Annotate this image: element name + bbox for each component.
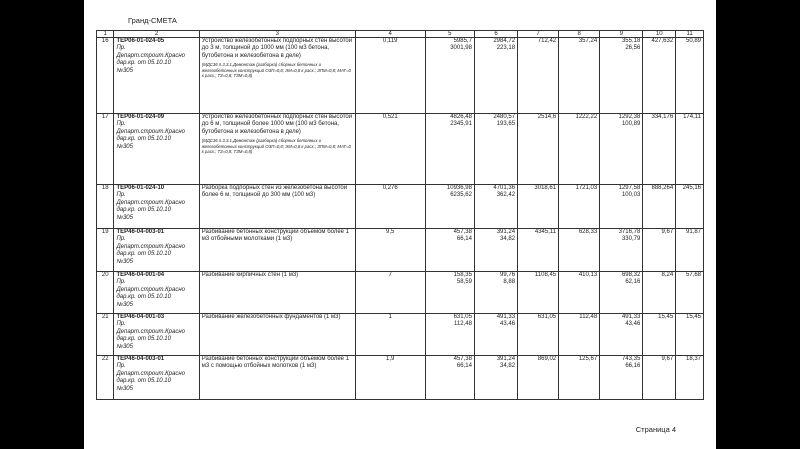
source-line: Департ.строит.Красно: [116, 286, 185, 293]
source-line: №305: [116, 258, 133, 265]
row-number: 18: [97, 185, 114, 229]
wage-cost: 1721,03: [559, 185, 600, 229]
quantity: 1: [355, 314, 425, 356]
c6-lower: 43,46: [500, 321, 516, 328]
source-line: Пр.: [116, 279, 126, 286]
machine-total-cell: [600, 185, 643, 229]
col-header: 1: [97, 31, 114, 38]
unit-cost-cell: [425, 38, 474, 114]
unit-cost-cell: [425, 356, 474, 400]
work-description: Разбивание железобетонных фундаментов (1 м3): [201, 314, 341, 320]
labor-total: 18,37: [676, 356, 704, 400]
wage-cost: 357,24: [559, 38, 600, 114]
app-title: Гранд-СМЕТА: [128, 16, 177, 25]
col-header: 4: [355, 31, 425, 38]
c5-upper: 4826,48: [450, 114, 472, 120]
unit-cost-cell: [425, 229, 474, 272]
row-number: 19: [97, 229, 114, 272]
labor-total: 57,68: [676, 272, 704, 314]
c5-lower: 66,14: [456, 363, 472, 370]
total-cost: 1108,45: [518, 272, 559, 314]
quantity: 0,276: [355, 185, 425, 229]
c5-lower: 66,14: [456, 236, 472, 243]
table-row: [97, 229, 704, 272]
work-description-cell: [199, 229, 355, 272]
total-cost: 869,02: [518, 356, 559, 400]
resource-cell: [114, 229, 199, 272]
machine-cost-cell: [474, 114, 517, 185]
work-description-cell: [199, 314, 355, 356]
labor-unit: 334,176: [643, 114, 676, 185]
c9-upper: 743,35: [621, 356, 641, 362]
c5-lower: 3001,98: [450, 45, 472, 52]
quantity: 9,5: [355, 229, 425, 272]
machine-total-cell: [600, 356, 643, 400]
col-header: 11: [676, 31, 704, 38]
page-number: Страница 4: [635, 425, 676, 434]
resource-cell: [114, 272, 199, 314]
work-description-cell: [199, 38, 355, 114]
c5-upper: 631,05: [453, 314, 472, 320]
source-line: Пр.: [116, 121, 126, 128]
resource-code: ТЕР06-01-024-05: [116, 38, 165, 44]
c9-upper: 1297,58: [618, 185, 641, 191]
c9-upper: 698,32: [621, 272, 641, 278]
c5-upper: 457,38: [453, 229, 472, 235]
c9-upper: 1292,38: [618, 114, 641, 120]
labor-total: 15,45: [676, 314, 704, 356]
machine-cost-cell: [474, 314, 517, 356]
source-line: Департ.строит.Красно: [116, 328, 185, 335]
total-cost: 712,42: [518, 38, 559, 114]
c5-lower: 6235,62: [450, 192, 472, 199]
machine-total-cell: [600, 38, 643, 114]
machine-cost-cell: [474, 272, 517, 314]
coefficient-note: (МДС36 п.3.3.1.Демонтаж (разборка) сборных бетонных и железобетонных конструкций ОЗП=0,8; ЭМ=0,8 к расх.; ЗПМ=0,8; МАТ=0 к расх.; ТЗ=0,8; ТЗМ=0,8): [201, 138, 351, 155]
labor-unit: 9,67: [643, 356, 676, 400]
resource-cell: [114, 356, 199, 400]
resource-cell: [114, 185, 199, 229]
machine-total-cell: [600, 314, 643, 356]
source-line: дар.кр. от 05.10.10: [116, 136, 171, 143]
table-row: [97, 38, 704, 114]
c9-lower: 43,46: [625, 321, 641, 328]
source-line: №305: [116, 67, 133, 74]
work-description-cell: [199, 272, 355, 314]
work-description: Разбивание кирпичных стен (1 м3): [201, 272, 299, 278]
source-line: Департ.строит.Красно: [116, 199, 185, 206]
c5-upper: 457,38: [453, 356, 472, 362]
c5-lower: 58,59: [456, 279, 472, 286]
labor-unit: 888,264: [643, 185, 676, 229]
col-header: 8: [559, 31, 600, 38]
c6-lower: 34,82: [500, 363, 516, 370]
c6-lower: 34,82: [500, 236, 516, 243]
source-line: Департ.строит.Красно: [116, 52, 185, 59]
c9-lower: 100,89: [621, 121, 641, 128]
work-description: Разбивание бетонных конструкций объемом более 1 м3 отбойными молотками (1 м3): [201, 229, 350, 243]
row-number: 16: [97, 38, 114, 114]
machine-total-cell: [600, 114, 643, 185]
total-cost: 4345,11: [518, 229, 559, 272]
source-line: №305: [116, 385, 133, 392]
labor-unit: 15,45: [643, 314, 676, 356]
col-header: 3: [199, 31, 355, 38]
col-header: 5: [425, 31, 474, 38]
unit-cost-cell: [425, 314, 474, 356]
col-header: 2: [114, 31, 199, 38]
resource-code: ТЕР06-01-024-10: [116, 185, 165, 191]
resource-cell: [114, 114, 199, 185]
c5-upper: 5985,7: [453, 38, 472, 44]
work-description: Устройство железобетонных подпорных стен высотой до 6 м, толщиной более 1000 мм (100 м3 бетона, бутобетона и железобетона в деле): [201, 114, 353, 135]
source-line: №305: [116, 214, 133, 221]
source-line: Департ.строит.Красно: [116, 370, 185, 377]
source-line: Пр.: [116, 45, 126, 52]
resource-cell: [114, 314, 199, 356]
quantity: 1,9: [355, 356, 425, 400]
c5-upper: 10936,98: [446, 185, 472, 191]
unit-cost-cell: [425, 114, 474, 185]
col-header: 6: [474, 31, 517, 38]
table-row: [97, 114, 704, 185]
total-cost: 3018,61: [518, 185, 559, 229]
source-line: дар.кр. от 05.10.10: [116, 207, 171, 214]
labor-unit: 9,67: [643, 229, 676, 272]
c6-lower: 223,18: [496, 45, 516, 52]
source-line: дар.кр. от 05.10.10: [116, 251, 171, 258]
work-description: Разборка подпорных стен из железобетона высотой более 6 м, толщиной до 300 мм (100 м3): [201, 185, 348, 199]
source-line: №305: [116, 343, 133, 350]
source-line: №305: [116, 143, 133, 150]
labor-unit: 8,24: [643, 272, 676, 314]
c9-lower: 26,56: [625, 45, 641, 52]
labor-total: 245,16: [676, 185, 704, 229]
c5-lower: 2345,91: [450, 121, 472, 128]
work-description: Разбивание бетонных конструкций объемом более 1 м3 с помощью отбойных молотков (1 м3): [201, 356, 350, 370]
c5-upper: 158,35: [453, 272, 472, 278]
row-number: 17: [97, 114, 114, 185]
wage-cost: 125,67: [559, 356, 600, 400]
c9-lower: 66,16: [625, 363, 641, 370]
work-description-cell: [199, 114, 355, 185]
document-page: [84, 0, 716, 449]
unit-cost-cell: [425, 272, 474, 314]
c9-lower: 330,79: [621, 236, 641, 243]
resource-code: ТЕР46-04-003-01: [116, 229, 165, 235]
labor-total: 91,87: [676, 229, 704, 272]
c6-lower: 8,88: [503, 279, 516, 286]
c6-upper: 491,33: [496, 314, 516, 320]
row-number: 22: [97, 356, 114, 400]
source-line: дар.кр. от 05.10.10: [116, 60, 171, 67]
source-line: Пр.: [116, 192, 126, 199]
unit-cost-cell: [425, 185, 474, 229]
c5-lower: 112,48: [454, 321, 472, 328]
c6-upper: 391,24: [496, 356, 516, 362]
source-line: дар.кр. от 05.10.10: [116, 378, 171, 385]
work-description: Устройство железобетонных подпорных стен высотой до 3 м, толщиной до 1000 мм (100 м3 бетона, бутобетона и железобетона в деле): [201, 38, 353, 59]
work-description-cell: [199, 185, 355, 229]
resource-cell: [114, 38, 199, 114]
c6-upper: 99,76: [500, 272, 516, 278]
source-line: дар.кр. от 05.10.10: [116, 294, 171, 301]
row-number: 21: [97, 314, 114, 356]
c6-lower: 362,42: [496, 192, 516, 199]
machine-total-cell: [600, 272, 643, 314]
table-row: [97, 314, 704, 356]
machine-cost-cell: [474, 38, 517, 114]
source-line: №305: [116, 301, 133, 308]
quantity: 0,119: [355, 38, 425, 114]
c6-upper: 391,24: [496, 229, 516, 235]
c9-lower: 100,03: [621, 192, 641, 199]
resource-code: ТЕР46-04-001-04: [116, 272, 165, 278]
labor-unit: 427,632: [643, 38, 676, 114]
quantity: 0,521: [355, 114, 425, 185]
source-line: дар.кр. от 05.10.10: [116, 336, 171, 343]
machine-cost-cell: [474, 356, 517, 400]
col-header: 7: [518, 31, 559, 38]
work-description-cell: [199, 356, 355, 400]
resource-code: ТЕР06-01-024-09: [116, 114, 165, 120]
c9-upper: 355,18: [621, 38, 641, 44]
wage-cost: 112,48: [559, 314, 600, 356]
estimate-table: [96, 30, 704, 400]
machine-cost-cell: [474, 229, 517, 272]
c9-upper: 3716,78: [618, 229, 641, 235]
resource-code: ТЕР46-04-001-03: [116, 314, 165, 320]
labor-total: 50,89: [676, 38, 704, 114]
source-line: Департ.строит.Красно: [116, 128, 185, 135]
c6-upper: 2984,72: [493, 38, 516, 44]
col-header: 9: [600, 31, 643, 38]
machine-cost-cell: [474, 185, 517, 229]
col-header: 10: [643, 31, 676, 38]
quantity: 7: [355, 272, 425, 314]
c6-lower: 193,65: [496, 121, 516, 128]
wage-cost: 1222,22: [559, 114, 600, 185]
source-line: Департ.строит.Красно: [116, 243, 185, 250]
resource-code: ТЕР46-04-003-01: [116, 356, 165, 362]
wage-cost: 410,13: [559, 272, 600, 314]
row-number: 20: [97, 272, 114, 314]
c9-upper: 491,33: [621, 314, 641, 320]
c6-upper: 2480,57: [493, 114, 516, 120]
table-row: [97, 272, 704, 314]
total-cost: 2514,6: [518, 114, 559, 185]
wage-cost: 628,33: [559, 229, 600, 272]
labor-total: 174,11: [676, 114, 704, 185]
table-row: [97, 185, 704, 229]
table-row: [97, 356, 704, 400]
source-line: Пр.: [116, 363, 126, 370]
source-line: Пр.: [116, 236, 126, 243]
c9-lower: 62,16: [625, 279, 641, 286]
c6-upper: 4701,36: [493, 185, 516, 191]
coefficient-note: (МДС36 п.3.3.1.Демонтаж (разборка) сборных бетонных и железобетонных конструкций ОЗП=0,8; ЭМ=0,8 к расх.; ЗПМ=0,8; МАТ=0 к расх.; ТЗ=0,8; ТЗМ=0,8): [201, 62, 351, 79]
machine-total-cell: [600, 229, 643, 272]
total-cost: 631,05: [518, 314, 559, 356]
source-line: Пр.: [116, 321, 126, 328]
header-row: [97, 31, 704, 38]
